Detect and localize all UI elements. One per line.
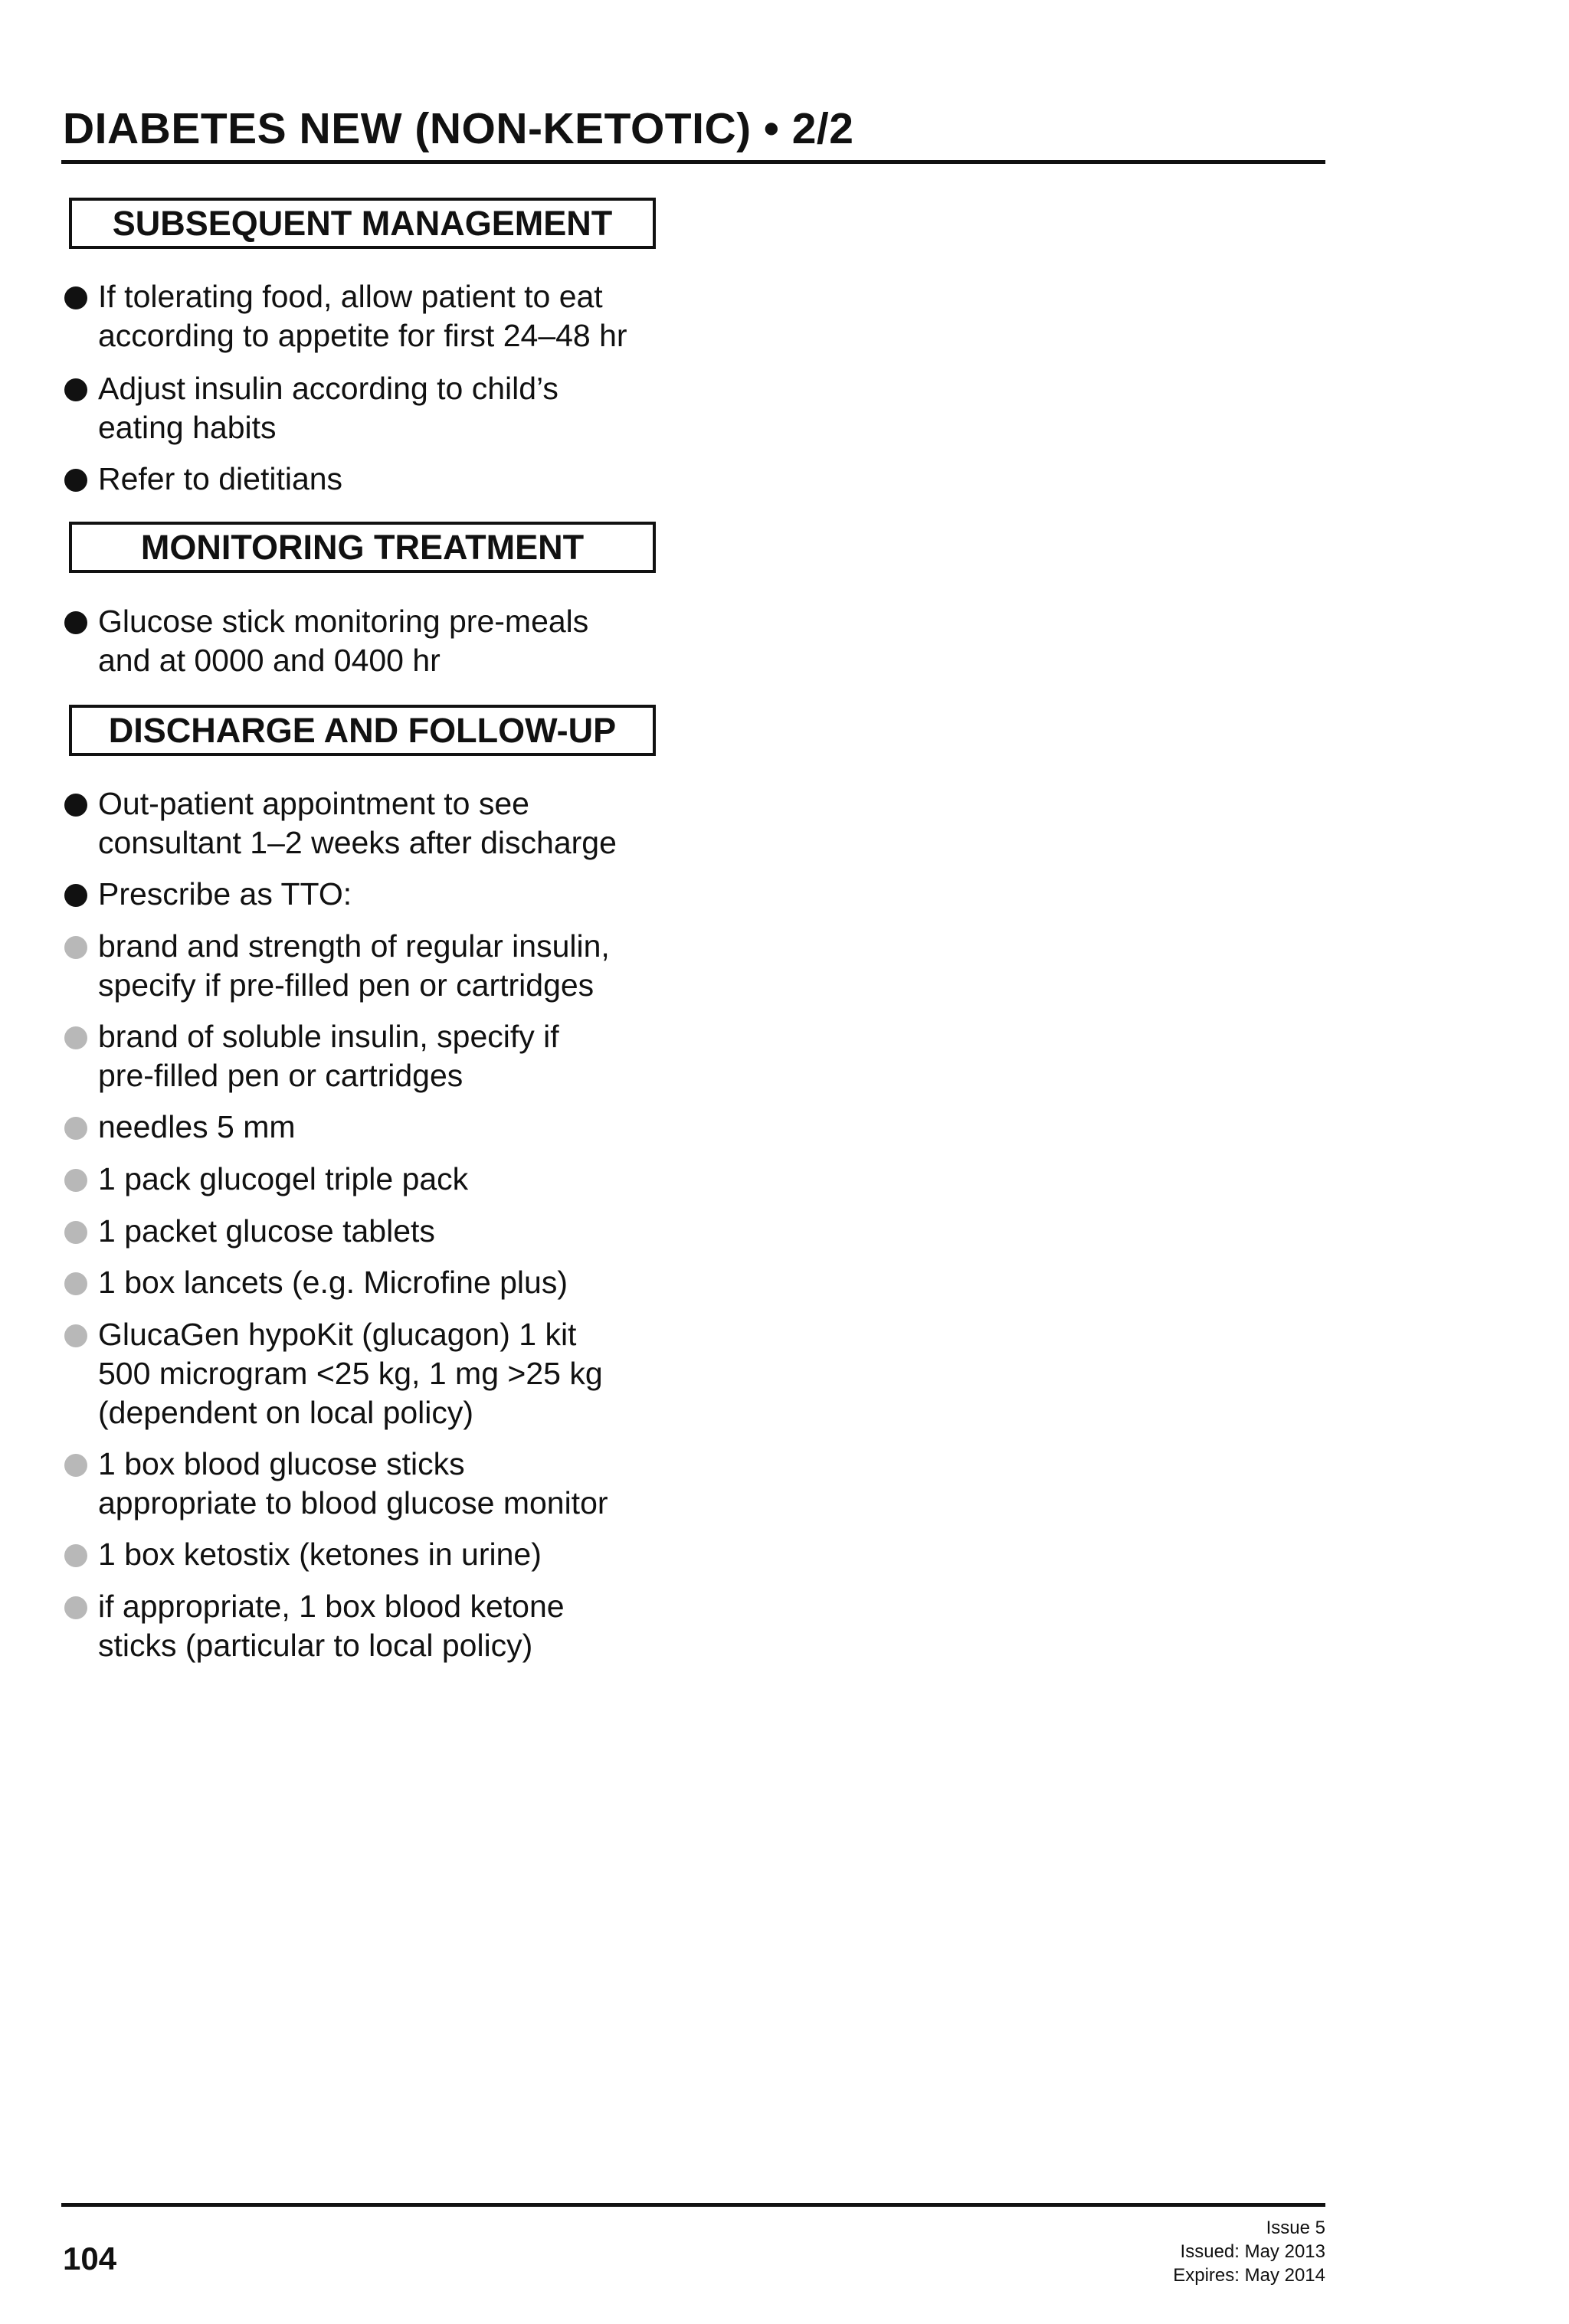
bullet-icon xyxy=(64,286,87,309)
issue-number: Issue 5 xyxy=(1266,2218,1325,2238)
issued-date: Issued: May 2013 xyxy=(1180,2241,1325,2262)
list-item-text: needles 5 mm xyxy=(98,1109,296,1144)
section-heading-discharge-and-follow-up: DISCHARGE AND FOLLOW-UP xyxy=(69,705,656,756)
list-item-text: 1 box blood glucose sticks appropriate to blood glucose monitor xyxy=(98,1446,608,1520)
list-item-text: brand and strength of regular insulin, specify if pre-filled pen or cartridges xyxy=(98,928,610,1003)
bullet-icon xyxy=(64,1454,87,1477)
list-item-text: 1 box lancets (e.g. Microfine plus) xyxy=(98,1265,568,1300)
list-item-text: Refer to dietitians xyxy=(98,461,343,496)
footer-rule xyxy=(61,2203,1325,2207)
bullet-icon xyxy=(64,1169,87,1192)
bullet-icon xyxy=(64,1596,87,1619)
section-heading-subsequent-management: SUBSEQUENT MANAGEMENT xyxy=(69,198,656,249)
list-item-text: Adjust insulin according to child’s eating habits xyxy=(98,371,558,445)
bullet-icon xyxy=(64,884,87,907)
page-title: DIABETES NEW (NON-KETOTIC) • 2/2 xyxy=(63,104,854,153)
issue-info xyxy=(1173,2216,1325,2287)
list-item-text: Prescribe as TTO: xyxy=(98,876,352,912)
bullet-icon xyxy=(64,378,87,401)
list-item-text: if appropriate, 1 box blood ketone sticks (particular to local policy) xyxy=(98,1589,565,1663)
list-item-text: GlucaGen hypoKit (glucagon) 1 kit 500 microgram <25 kg, 1 mg >25 kg (dependent on local policy) xyxy=(98,1317,603,1430)
bullet-icon xyxy=(64,1544,87,1567)
header-rule xyxy=(61,160,1325,164)
list-item-text: 1 packet glucose tablets xyxy=(98,1213,435,1249)
bullet-icon xyxy=(64,794,87,817)
list-item-text: Out-patient appointment to see consultant 1–2 weeks after discharge xyxy=(98,786,617,860)
bullet-icon xyxy=(64,1117,87,1140)
list-item-text: If tolerating food, allow patient to eat according to appetite for first 24–48 hr xyxy=(98,279,627,353)
page-number: 104 xyxy=(63,2241,117,2277)
bullet-icon xyxy=(64,1221,87,1244)
bullet-icon xyxy=(64,1026,87,1049)
expiry-date: Expires: May 2014 xyxy=(1173,2265,1325,2286)
list-item-text: brand of soluble insulin, specify if pre-filled pen or cartridges xyxy=(98,1019,559,1093)
bullet-icon xyxy=(64,1324,87,1347)
list-item-text: Glucose stick monitoring pre-meals and at 0000 and 0400 hr xyxy=(98,604,589,678)
bullet-icon xyxy=(64,936,87,959)
list-item-text: 1 pack glucogel triple pack xyxy=(98,1161,469,1196)
bullet-icon xyxy=(64,469,87,492)
section-heading-monitoring-treatment: MONITORING TREATMENT xyxy=(69,522,656,573)
bullet-icon xyxy=(64,1272,87,1295)
list-item-text: 1 box ketostix (ketones in urine) xyxy=(98,1537,542,1572)
bullet-icon xyxy=(64,611,87,634)
